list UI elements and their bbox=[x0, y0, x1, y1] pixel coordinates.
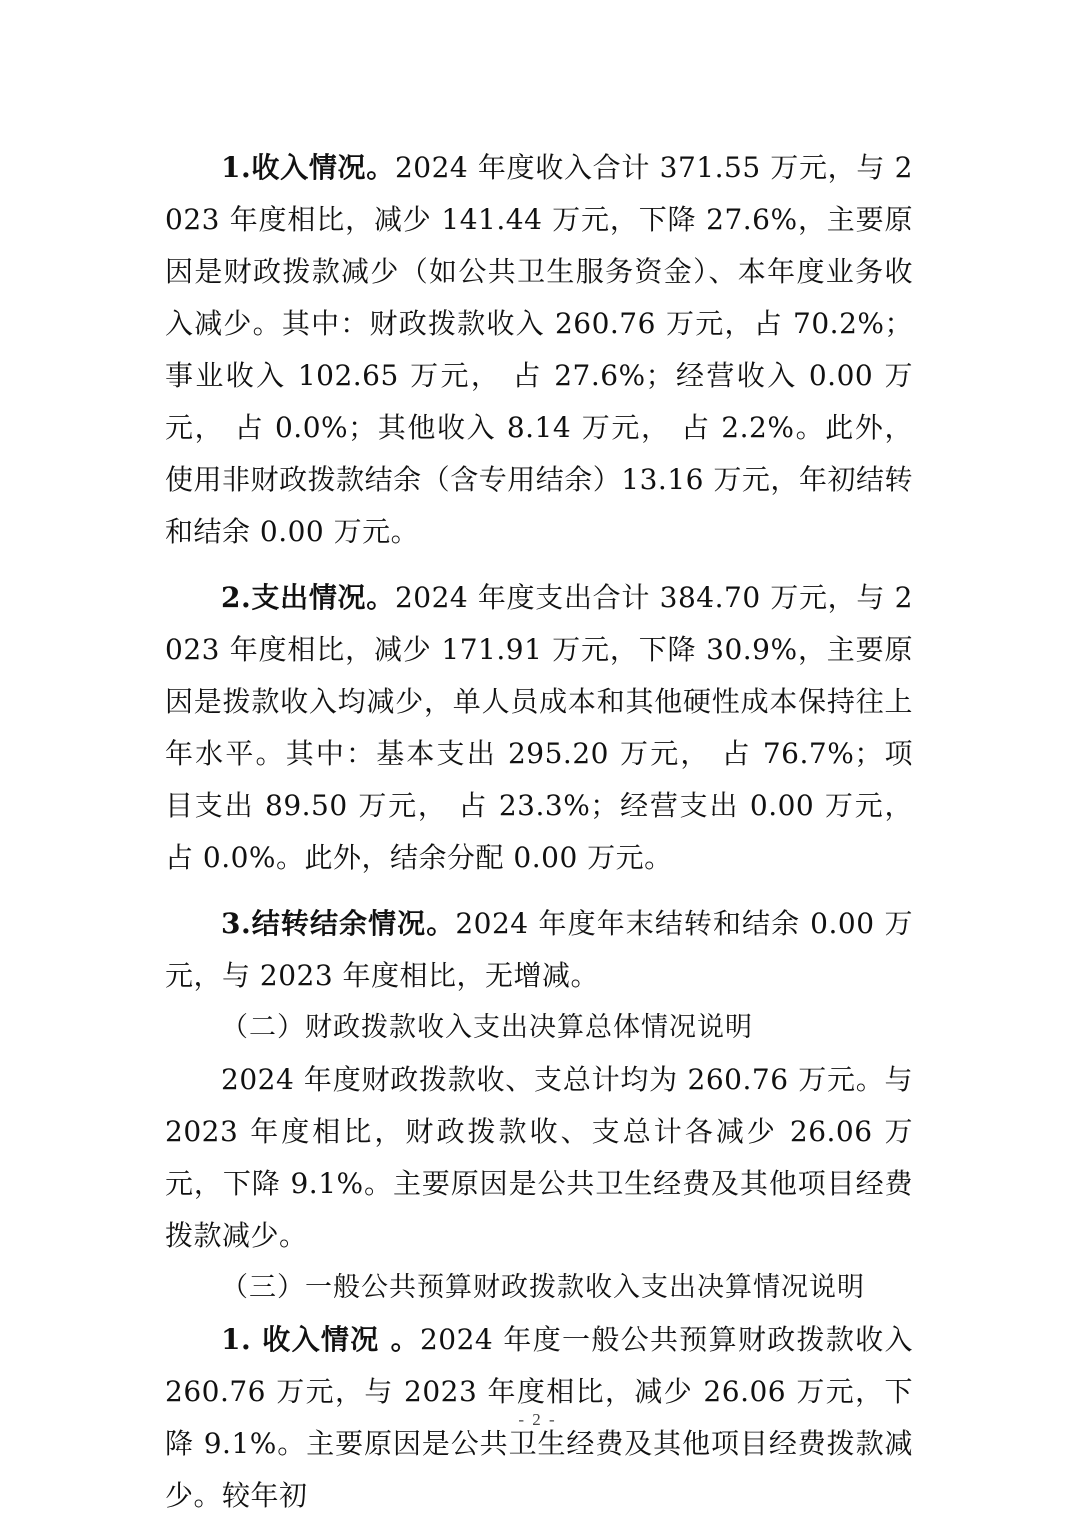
expenditure-text: 2024 年度支出合计 384.70 万元，与 2023 年度相比，减少 171.91 万元，下降 30.9%，主要原因是拨款收入均减少，单人员成本和其他硬性成本保持往上年水平。其中：基本支出 295.20 万元， 占 76.7%；项 目支出 89.50 万元， 占 23.3%；经营支出 0.00 万元， 占 0.0%。此外，结余分配 0.00 万元。 bbox=[165, 581, 913, 874]
income-paragraph bbox=[165, 142, 913, 558]
carryover-heading: 3.结转结余情况。 bbox=[221, 907, 456, 940]
income-heading: 1.收入情况。 bbox=[221, 151, 395, 184]
expenditure-heading: 2.支出情况。 bbox=[221, 581, 395, 614]
section-three-text: 2024 年度一般公共预算财政拨款收入 260.76 万元，与 2023 年度相比，减少 26.06 万元，下降 9.1%。主要原因是公共卫生经费及其他项目经费拨款减少。较年初 bbox=[165, 1323, 913, 1512]
section-two-paragraph: 2024 年度财政拨款收、支总计均为 260.76 万元。与 2023 年度相比，财政拨款收、支总计各减少 26.06 万元，下降 9.1%。主要原因是公共卫生经费及其他项目经费拨款减少。 bbox=[165, 1063, 913, 1252]
carryover-text: 2024 年度年末结转和结余 0.00 万元，与 2023 年度相比，无增减。 bbox=[165, 907, 913, 992]
expenditure-paragraph bbox=[165, 572, 913, 884]
carryover-paragraph bbox=[165, 898, 913, 1002]
section-three-lead: 1. 收入情况 。 bbox=[221, 1323, 420, 1356]
section-three-heading: （三）一般公共预算财政拨款收入支出决算情况说明 bbox=[221, 1272, 865, 1303]
document-body bbox=[165, 142, 913, 1522]
page-number: - 2 - bbox=[518, 1410, 557, 1429]
income-text: 2024 年度收入合计 371.55 万元，与 2023 年度相比，减少 141.44 万元，下降 27.6%，主要原因是财政拨款减少（如公共卫生服务资金）、本年度业务收入减少。其中：财政拨款收入 260.76 万元，占 70.2%；事业收入 102.65 万元， 占 27.6%；经营收入 0.00 万元， 占 0.0%；其他收入 8.14 万元， 占 2.2%。此外，使用非财政拨款结余（含专用结余）13.16 万元，年初结转和结余 0.00 万元。 bbox=[165, 151, 913, 548]
section-two-heading: （二）财政拨款收入支出决算总体情况说明 bbox=[221, 1012, 753, 1043]
